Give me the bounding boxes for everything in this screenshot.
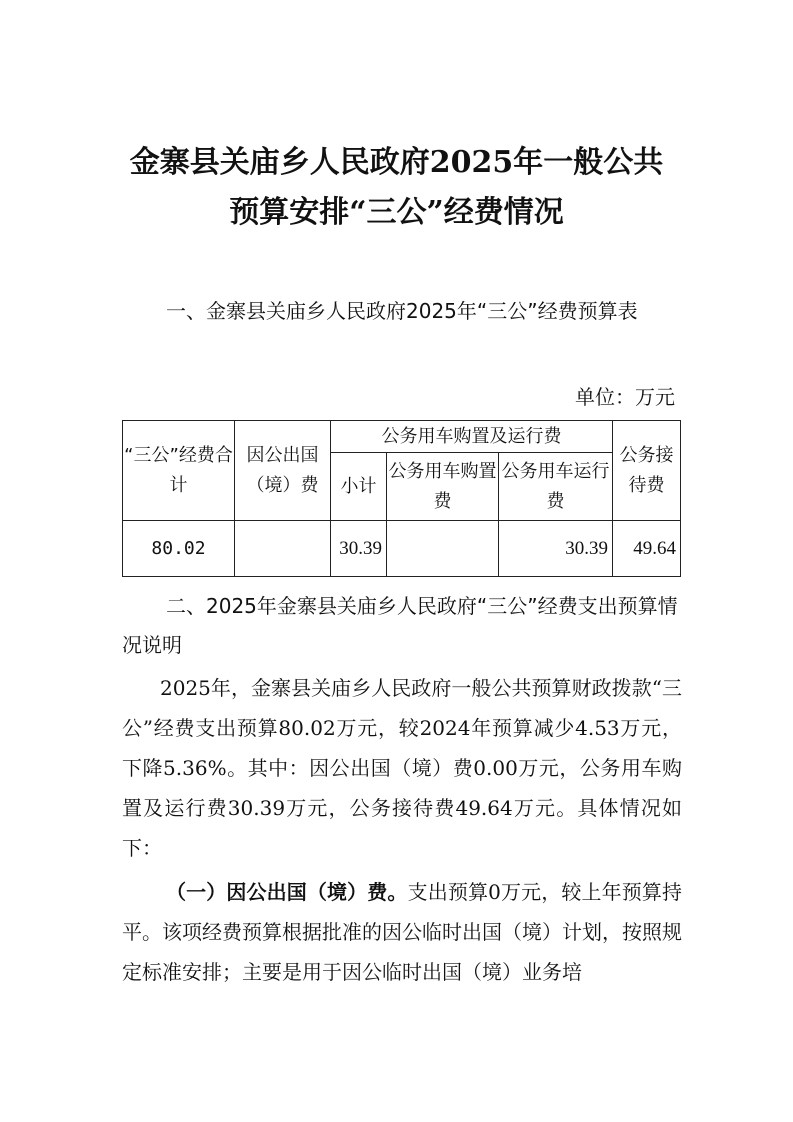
paragraph-abroad-lead: （一）因公出国（境）费。 bbox=[166, 880, 408, 904]
section1-heading: 一、金寨县关庙乡人民政府2025年“三公”经费预算表 bbox=[166, 299, 638, 323]
table-row bbox=[123, 521, 681, 577]
cell-operation: 30.39 bbox=[499, 521, 613, 577]
document-title-line1: 金寨县关庙乡人民政府2025年一般公共 bbox=[129, 145, 664, 180]
cell-subtotal: 30.39 bbox=[331, 521, 387, 577]
header-total: “三公”经费合计 bbox=[123, 421, 235, 521]
paragraph-abroad bbox=[122, 872, 682, 992]
cell-total: 80.02 bbox=[123, 521, 235, 577]
section2-heading: 二、2025年金寨县关庙乡人民政府“三公”经费支出预算情况说明 bbox=[122, 594, 678, 657]
cell-purchase bbox=[387, 521, 499, 577]
paragraph-abroad-body: 支出预算0万元，较上年预算持平。该项经费预算根据批准的因公临时出国（境）计划，按照规定标准安排；主要是用于因公临时出国（境）业务培 bbox=[122, 880, 683, 984]
header-reception: 公务接待费 bbox=[613, 421, 681, 521]
paragraph-summary: 2025年，金寨县关庙乡人民政府一般公共预算财政拨款“三公”经费支出预算80.02万元，较2024年预算减少4.53万元，下降5.36%。其中：因公出国（境）费0.00万元，公务用车购置及运行费30.39万元，公务接待费49.64万元。具体情况如下： bbox=[122, 676, 682, 860]
budget-table bbox=[122, 420, 681, 577]
document-title-line2: 预算安排“三公”经费情况 bbox=[229, 195, 564, 230]
header-abroad: 因公出国（境）费 bbox=[235, 421, 331, 521]
header-purchase: 公务用车购置费 bbox=[387, 453, 499, 521]
header-subtotal: 小计 bbox=[331, 453, 387, 521]
header-operation: 公务用车运行费 bbox=[499, 453, 613, 521]
cell-abroad bbox=[235, 521, 331, 577]
header-vehicle-group: 公务用车购置及运行费 bbox=[331, 421, 613, 453]
unit-label: 单位：万元 bbox=[575, 385, 675, 409]
cell-reception: 49.64 bbox=[613, 521, 681, 577]
